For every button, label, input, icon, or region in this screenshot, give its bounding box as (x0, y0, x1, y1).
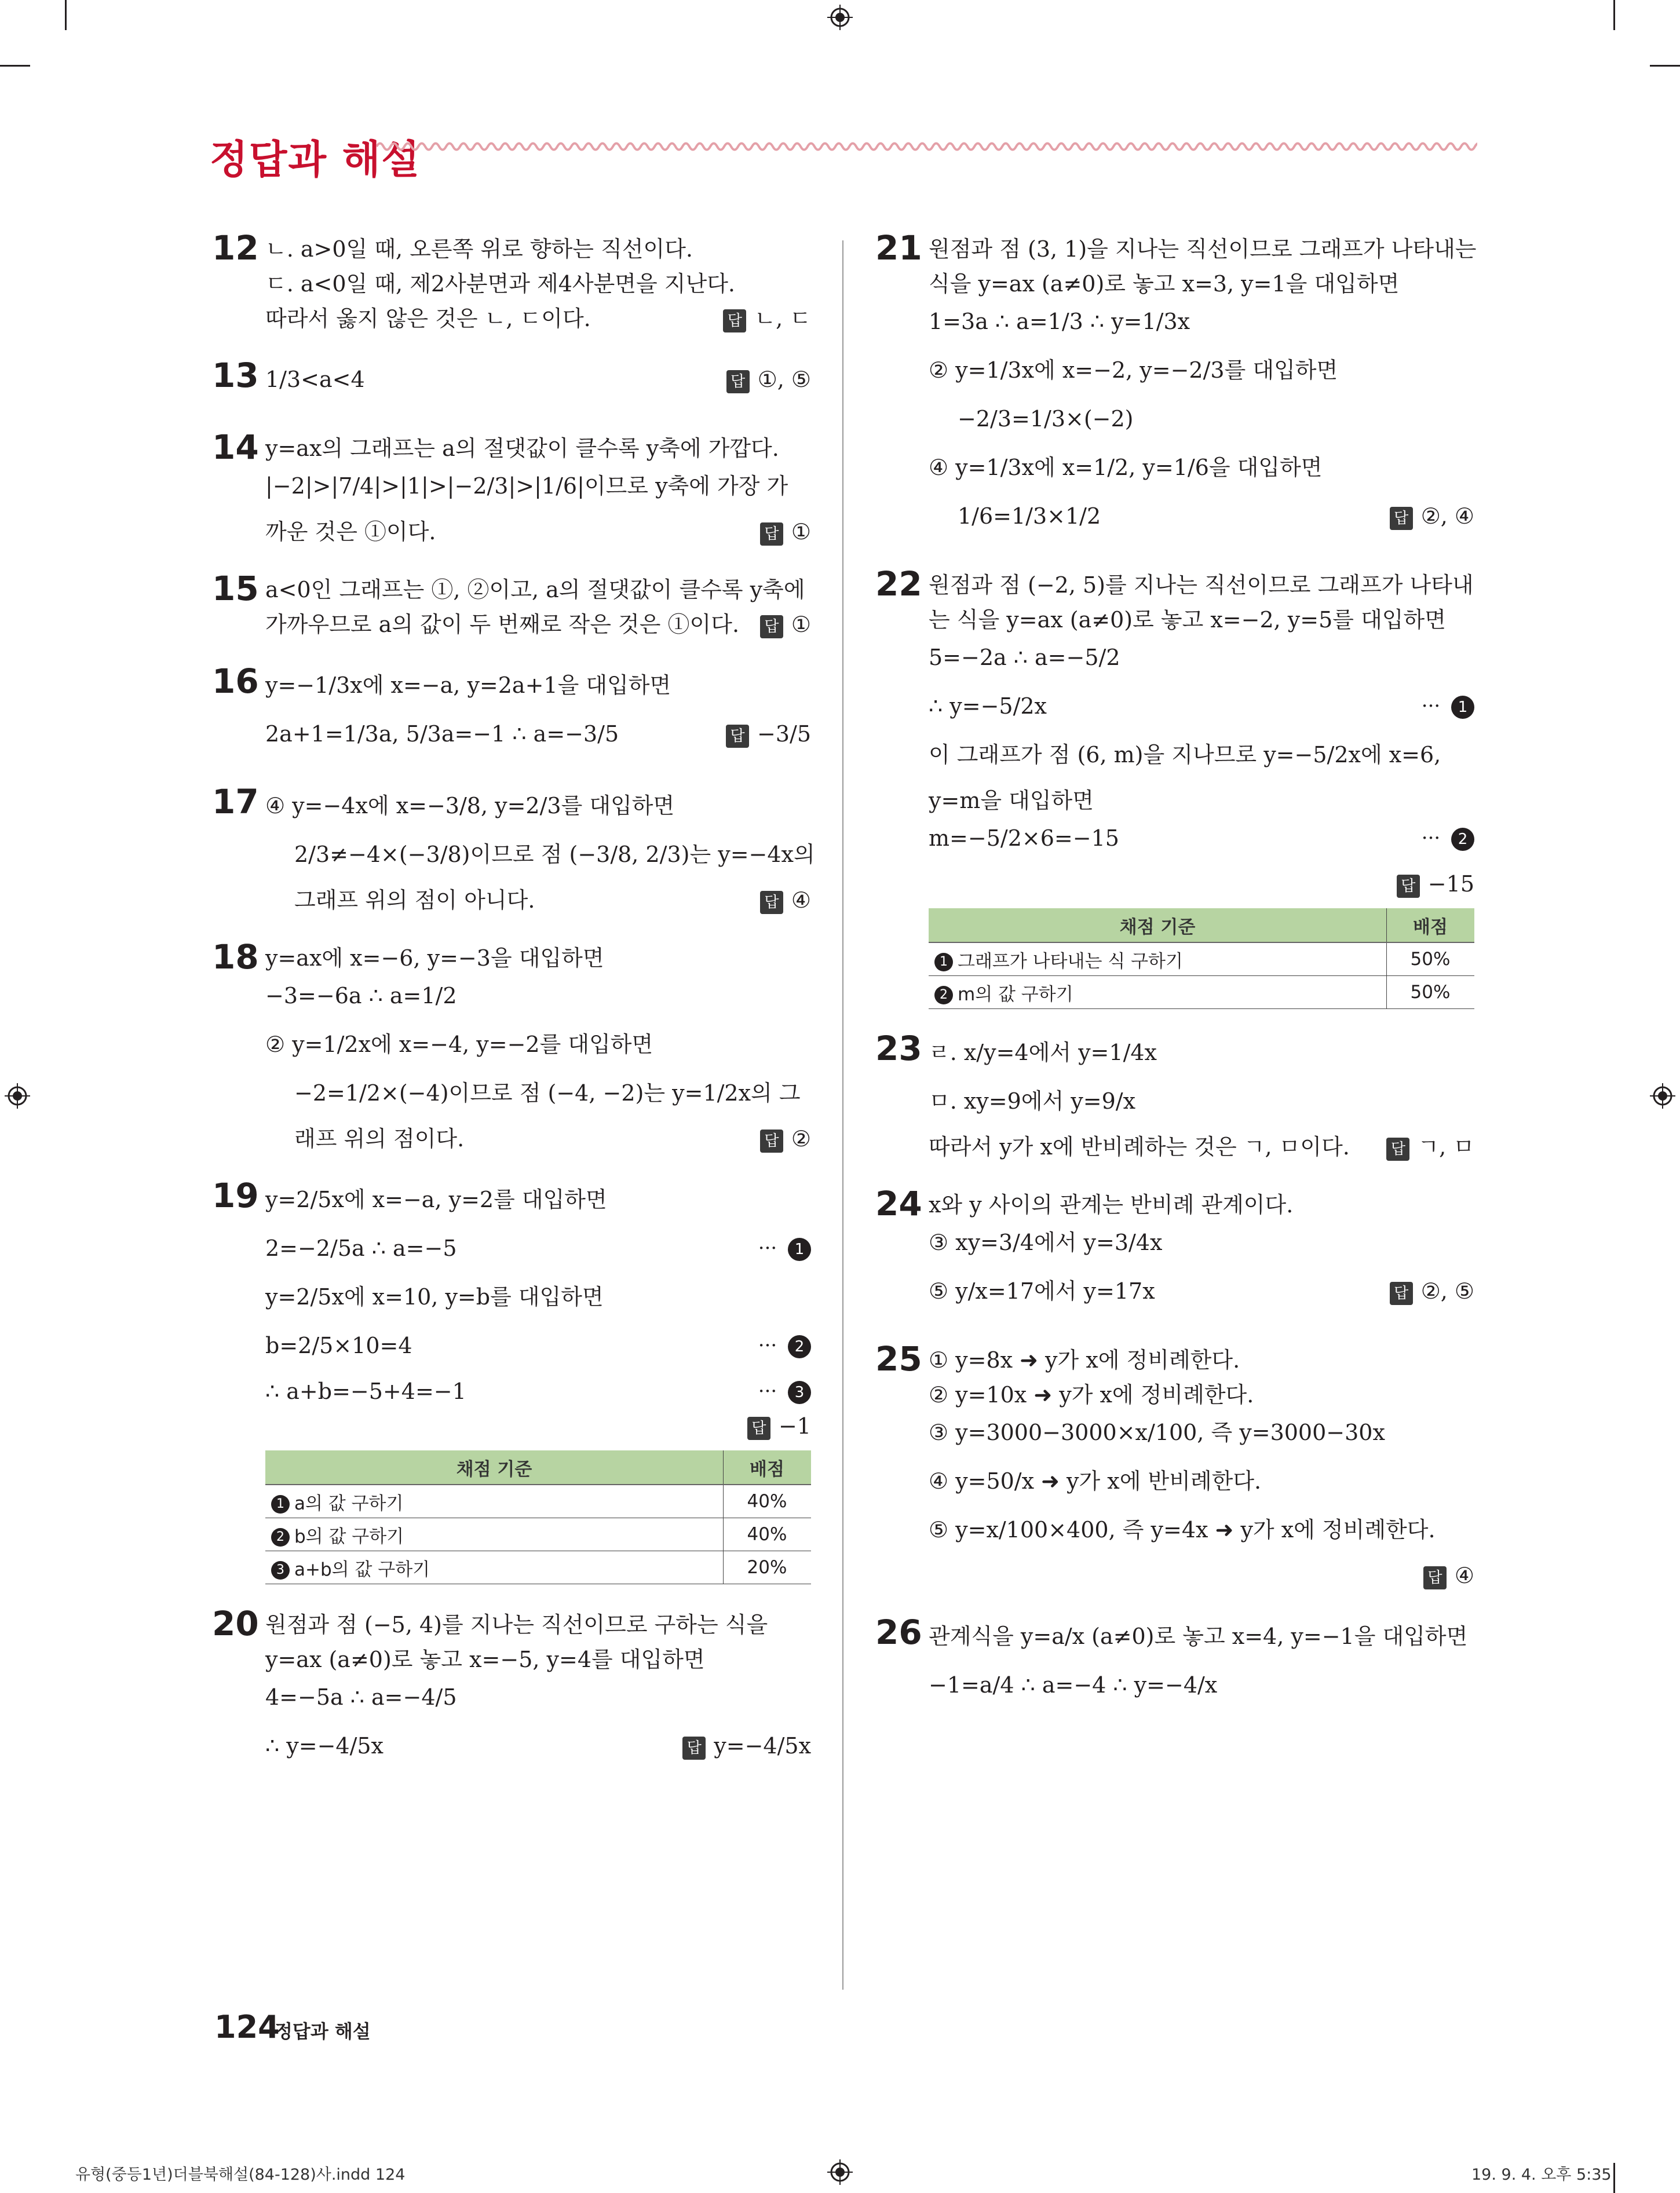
solution-line (929, 1343, 1474, 1377)
solution-line (265, 359, 811, 408)
solution-line (265, 607, 811, 642)
answer-badge-icon: 답 (726, 725, 749, 748)
solution-line (929, 1412, 1474, 1461)
solution-line (929, 686, 1474, 734)
answer (682, 1726, 811, 1766)
solution-text: ④ y=50/x ➜ y가 x에 반비례한다. (929, 1468, 1262, 1494)
answer-value: ① (791, 612, 811, 637)
step-marker: ··· 1 (1422, 686, 1474, 726)
solution-line (265, 1726, 811, 1774)
solution-line (929, 783, 1474, 818)
solution-line (929, 637, 1474, 686)
solution-text: ⑤ y/x=17에서 y=17x (929, 1278, 1155, 1304)
answer-value: ②, ④ (1420, 503, 1474, 529)
problem-24 (875, 1184, 1474, 1320)
criteria-cell (265, 1518, 724, 1551)
solution-text: 관계식을 y=a/x (a≠0)로 놓고 x=4, y=−1을 대입하면 (929, 1624, 1468, 1649)
criteria-cell (265, 1485, 724, 1518)
problem-solution (265, 1179, 811, 1584)
step-number-icon: 3 (788, 1381, 811, 1404)
criteria-header: 채점 기준 (265, 1450, 724, 1485)
step-number-icon: 2 (934, 986, 953, 1004)
solution-text: y=ax (a≠0)로 놓고 x=−5, y=4를 대입하면 (265, 1647, 705, 1672)
answer-value: −1 (778, 1413, 811, 1439)
answer-badge-icon: 답 (760, 891, 783, 914)
solution-line (929, 1665, 1474, 1713)
problem-number: 17 (212, 782, 259, 821)
problem-23 (875, 1029, 1474, 1164)
problem-solution (929, 568, 1474, 1009)
solution-line (265, 1179, 811, 1228)
answer-badge-icon: 답 (726, 370, 750, 393)
solution-line (929, 399, 1474, 447)
solution-text: 4=−5a ∴ a=−4/5 (265, 1684, 457, 1710)
solution-text: 는 식을 y=ax (a≠0)로 놓고 x=−2, y=5를 대입하면 (929, 607, 1446, 633)
crop-mark (65, 0, 67, 30)
problem-solution (265, 785, 815, 918)
solution-text: y=ax에 x=−6, y=−3을 대입하면 (265, 945, 604, 971)
answer (760, 514, 811, 549)
solution-text: 2=−2/5a ∴ a=−5 (265, 1236, 457, 1261)
problem-15 (212, 569, 811, 642)
problem-25 (875, 1339, 1474, 1593)
solution-text: −2=1/2×(−4)이므로 점 (−4, −2)는 y=1/2x의 그 (294, 1080, 801, 1106)
solution-line (265, 785, 811, 834)
scoring-table (929, 908, 1474, 1009)
problem-solution (265, 941, 811, 1156)
problem-number: 12 (212, 228, 259, 268)
solution-text: 원점과 점 (−2, 5)를 지나는 직선이므로 그래프가 나타내 (929, 572, 1474, 598)
problem-number: 20 (212, 1604, 259, 1643)
solution-text: m=−5/2×6=−15 (929, 825, 1119, 851)
solution-line (265, 941, 811, 975)
solution-text: ② y=1/3x에 x=−2, y=−2/3를 대입하면 (929, 357, 1338, 383)
problem-16 (212, 661, 811, 762)
solution-line (929, 1130, 1474, 1164)
answer-badge-icon: 답 (760, 615, 783, 638)
answer-value: ④ (1454, 1563, 1474, 1588)
solution-line (929, 867, 1474, 901)
solution-line (265, 1121, 811, 1156)
answer (760, 883, 811, 918)
solution-line (929, 1081, 1474, 1130)
points-cell: 50% (1387, 942, 1475, 976)
problem-20 (212, 1604, 811, 1774)
solution-line (265, 1073, 811, 1121)
print-slug-filename: 유형(중등1년)더블북해설(84-128)사.indd 124 (75, 2166, 406, 2184)
answer-badge-icon: 답 (1397, 875, 1420, 898)
step-number-icon: 1 (1451, 696, 1474, 719)
points-cell: 50% (1387, 976, 1475, 1009)
solution-line (265, 572, 811, 607)
scoring-table-row (929, 976, 1474, 1009)
solution-line (265, 834, 815, 883)
solution-text: ④ y=−4x에 x=−3/8, y=2/3를 대입하면 (265, 793, 675, 818)
solution-line (929, 1461, 1474, 1509)
problem-number: 18 (212, 937, 259, 977)
solution-text: 2/3≠−4×(−3/8)이므로 점 (−3/8, 2/3)는 y=−4x의 (294, 842, 815, 867)
solution-line (265, 1607, 811, 1642)
solution-text: 원점과 점 (−5, 4)를 지나는 직선이므로 구하는 식을 (265, 1612, 768, 1638)
points-cell: 40% (724, 1518, 812, 1551)
scoring-table-row (265, 1485, 811, 1518)
problem-solution (929, 1343, 1474, 1593)
solution-text: 이 그래프가 점 (6, m)을 지나므로 y=−5/2x에 x=6, (929, 742, 1441, 767)
solution-line (265, 1277, 811, 1325)
solution-text: ④ y=1/3x에 x=1/2, y=1/6을 대입하면 (929, 455, 1323, 480)
solution-line (929, 1032, 1474, 1081)
criteria-label: a+b의 값 구하기 (294, 1559, 430, 1580)
points-header: 배점 (1387, 908, 1475, 942)
solution-line (929, 1187, 1474, 1222)
points-cell: 40% (724, 1485, 812, 1518)
solution-text: y=m을 대입하면 (929, 788, 1094, 813)
problem-22 (875, 564, 1474, 1009)
problem-solution (929, 232, 1477, 544)
problem-number: 24 (875, 1184, 922, 1223)
scoring-table-header (265, 1450, 811, 1485)
solution-line (265, 975, 811, 1024)
step-marker: ··· 2 (758, 1325, 811, 1366)
solution-text: ② y=1/2x에 x=−4, y=−2를 대입하면 (265, 1032, 653, 1057)
solution-line (265, 466, 811, 514)
solution-text: 원점과 점 (3, 1)을 지나는 직선이므로 그래프가 나타내는 (929, 236, 1477, 262)
answer (1423, 1558, 1474, 1593)
solution-text: ② y=10x ➜ y가 x에 정비례한다. (929, 1382, 1254, 1408)
scoring-table (265, 1450, 811, 1584)
answer (1386, 1130, 1474, 1164)
solution-text: 따라서 y가 x에 반비례하는 것은 ㄱ, ㅁ이다. (929, 1134, 1350, 1160)
solution-text: 1=3a ∴ a=1/3 ∴ y=1/3x (929, 309, 1190, 334)
registration-mark-icon (827, 5, 853, 30)
problem-13 (212, 356, 811, 408)
solution-text: 까운 것은 ①이다. (265, 519, 436, 544)
scoring-table-row (265, 1518, 811, 1551)
scoring-table-row (929, 942, 1474, 976)
answer-badge-icon: 답 (723, 309, 746, 332)
solution-text: ㄹ. x/y=4에서 y=1/4x (929, 1040, 1157, 1065)
answer (1397, 867, 1474, 901)
page-number: 124 (214, 2009, 280, 2045)
answer-value: ㄴ, ㄷ (754, 306, 811, 331)
step-number-icon: 2 (788, 1335, 811, 1358)
solution-line (265, 1677, 811, 1726)
problem-17 (212, 782, 815, 918)
left-column (212, 228, 815, 1797)
solution-line (929, 734, 1474, 783)
problem-number: 26 (875, 1613, 922, 1652)
solution-line (265, 514, 811, 549)
solution-text: b=2/5×10=4 (265, 1333, 412, 1358)
problem-solution (265, 665, 811, 762)
solution-text: 그래프 위의 점이 아니다. (294, 887, 535, 913)
solution-text: ③ xy=3/4에서 y=3/4x (929, 1230, 1163, 1255)
step-marker: ··· 2 (1422, 818, 1474, 858)
right-column (875, 228, 1477, 1737)
problem-21 (875, 228, 1477, 544)
scoring-table-row (265, 1551, 811, 1584)
criteria-label: a의 값 구하기 (294, 1493, 404, 1514)
solution-line (929, 232, 1477, 266)
problem-solution (265, 431, 811, 549)
solution-line (265, 266, 811, 301)
solution-text: 래프 위의 점이다. (294, 1126, 465, 1152)
solution-line (929, 496, 1474, 544)
solution-text: 1/6=1/3×1/2 (958, 503, 1101, 529)
problem-number: 15 (212, 569, 259, 608)
solution-line (929, 266, 1474, 301)
crop-mark (1613, 2163, 1615, 2193)
solution-line (265, 1024, 811, 1073)
problem-solution (265, 359, 811, 408)
solution-line (929, 1558, 1474, 1593)
problem-number: 16 (212, 661, 259, 701)
column-divider (842, 240, 843, 1990)
answer (726, 714, 811, 754)
answer-value: ④ (791, 887, 811, 913)
problem-number: 23 (875, 1029, 922, 1068)
problem-18 (212, 937, 811, 1156)
answer-badge-icon: 답 (747, 1417, 770, 1440)
step-number-icon: 1 (934, 953, 953, 971)
solution-text: ∴ a+b=−5+4=−1 (265, 1379, 466, 1404)
solution-line (929, 1509, 1474, 1558)
solution-line (265, 1374, 811, 1409)
solution-text: ③ y=3000−3000×x/100, 즉 y=3000−30x (929, 1420, 1385, 1445)
step-marker: ··· 1 (758, 1228, 811, 1269)
solution-line (929, 568, 1474, 602)
problem-number: 14 (212, 427, 259, 467)
problem-solution (929, 1187, 1474, 1320)
header-wave-decoration (377, 138, 1477, 155)
solution-text: 1/3<a<4 (265, 367, 365, 392)
solution-line (265, 1642, 811, 1677)
solution-text: y=2/5x에 x=10, y=b를 대입하면 (265, 1284, 604, 1310)
answer-value: ①, ⑤ (757, 367, 811, 392)
criteria-label: b의 값 구하기 (294, 1526, 404, 1547)
solution-text: y=−1/3x에 x=−a, y=2a+1을 대입하면 (265, 672, 671, 698)
solution-line (929, 301, 1474, 350)
criteria-cell (929, 942, 1387, 976)
solution-text: 가까우므로 a의 값이 두 번째로 작은 것은 ①이다. (265, 612, 740, 637)
answer-value: −3/5 (757, 721, 811, 747)
solution-text: −1=a/4 ∴ a=−4 ∴ y=−4/x (929, 1672, 1218, 1698)
problem-solution (265, 232, 811, 336)
scoring-table-header (929, 908, 1474, 942)
solution-line (929, 1271, 1474, 1320)
solution-text: y=2/5x에 x=−a, y=2를 대입하면 (265, 1187, 607, 1212)
problem-number: 25 (875, 1339, 922, 1379)
solution-line (929, 1222, 1474, 1271)
solution-line (929, 350, 1474, 399)
solution-text: a<0인 그래프는 ①, ②이고, a의 절댓값이 클수록 y축에 (265, 577, 805, 602)
problem-solution (265, 1607, 811, 1774)
solution-line (265, 301, 811, 336)
solution-line (929, 818, 1474, 867)
problem-solution (929, 1032, 1474, 1164)
solution-line (265, 714, 811, 762)
problem-number: 13 (212, 356, 259, 395)
step-number-icon: 1 (271, 1495, 290, 1514)
points-header: 배점 (724, 1450, 812, 1485)
solution-text: ① y=8x ➜ y가 x에 정비례한다. (929, 1347, 1240, 1373)
points-cell: 20% (724, 1551, 812, 1584)
solution-text: −2/3=1/3×(−2) (958, 406, 1134, 432)
print-slug-timestamp: 19. 9. 4. 오후 5:35 (1471, 2166, 1612, 2184)
solution-text: ㄷ. a<0일 때, 제2사분면과 제4사분면을 지난다. (265, 271, 735, 297)
answer (723, 301, 811, 336)
solution-text: ∴ y=−5/2x (929, 693, 1047, 719)
solution-text: ⑤ y=x/100×400, 즉 y=4x ➜ y가 x에 정비례한다. (929, 1517, 1436, 1543)
answer (1390, 1271, 1474, 1311)
step-number-icon: 2 (271, 1528, 290, 1547)
answer-badge-icon: 답 (1423, 1566, 1447, 1589)
solution-text: |−2|>|7/4|>|1|>|−2/3|>|1/6|이므로 y축에 가장 가 (265, 473, 788, 499)
criteria-cell (929, 976, 1387, 1009)
solution-text: ∴ y=−4/5x (265, 1733, 384, 1759)
crop-mark (1650, 65, 1680, 67)
solution-line (929, 1377, 1474, 1412)
problem-number: 21 (875, 228, 922, 268)
solution-text: ㅁ. xy=9에서 y=9/x (929, 1088, 1135, 1114)
answer (747, 1409, 811, 1443)
solution-line (929, 602, 1474, 637)
solution-text: ㄴ. a>0일 때, 오른쪽 위로 향하는 직선이다. (265, 236, 693, 262)
answer-value: ② (791, 1126, 811, 1152)
problem-26 (875, 1613, 1474, 1713)
answer-value: ㄱ, ㅁ (1418, 1134, 1474, 1160)
criteria-cell (265, 1551, 724, 1584)
answer-badge-icon: 답 (760, 1130, 783, 1153)
problem-14 (212, 427, 811, 549)
solution-line (929, 447, 1474, 496)
step-marker: ··· 3 (758, 1374, 811, 1409)
solution-line (265, 1325, 811, 1374)
problem-19 (212, 1176, 811, 1584)
answer-badge-icon: 답 (1390, 507, 1413, 530)
solution-text: 따라서 옳지 않은 것은 ㄴ, ㄷ이다. (265, 306, 591, 331)
answer-badge-icon: 답 (1386, 1138, 1409, 1161)
problem-12 (212, 228, 811, 336)
answer (1390, 496, 1474, 536)
solution-text: y=ax의 그래프는 a의 절댓값이 클수록 y축에 가깝다. (265, 436, 779, 461)
answer (760, 607, 811, 642)
solution-line (265, 232, 811, 266)
criteria-label: m의 값 구하기 (958, 984, 1073, 1005)
solution-text: −3=−6a ∴ a=1/2 (265, 983, 457, 1008)
criteria-label: 그래프가 나타내는 식 구하기 (958, 951, 1183, 972)
problem-solution (929, 1616, 1474, 1713)
registration-mark-icon (827, 2159, 853, 2185)
problem-solution (265, 572, 811, 642)
answer-value: −15 (1427, 871, 1474, 897)
problem-number: 22 (875, 564, 922, 604)
solution-text: 5=−2a ∴ a=−5/2 (929, 645, 1120, 670)
solution-line (265, 431, 811, 466)
step-number-icon: 1 (788, 1238, 811, 1261)
footer-label: 정답과 해설 (275, 2020, 371, 2042)
answer-badge-icon: 답 (1390, 1282, 1413, 1305)
step-number-icon: 3 (271, 1561, 290, 1580)
answer-badge-icon: 답 (760, 522, 783, 546)
solution-text: x와 y 사이의 관계는 반비례 관계이다. (929, 1192, 1294, 1218)
solution-text: 2a+1=1/3a, 5/3a=−1 ∴ a=−3/5 (265, 721, 619, 747)
registration-mark-icon (5, 1083, 30, 1109)
solution-line (265, 665, 811, 714)
answer-value: ②, ⑤ (1420, 1278, 1474, 1304)
section-title: 정답과 해설 (210, 137, 421, 183)
answer-badge-icon: 답 (682, 1737, 706, 1760)
answer (760, 1121, 811, 1156)
solution-line (265, 1409, 811, 1443)
answer-value: y=−4/5x (714, 1733, 811, 1759)
solution-line (929, 1616, 1474, 1665)
solution-line (265, 883, 811, 918)
crop-mark (0, 65, 30, 67)
problem-number: 19 (212, 1176, 259, 1215)
step-number-icon: 2 (1451, 828, 1474, 851)
crop-mark (1613, 0, 1615, 30)
solution-line (265, 1228, 811, 1277)
answer-value: ① (791, 519, 811, 544)
solution-text: 식을 y=ax (a≠0)로 놓고 x=3, y=1을 대입하면 (929, 271, 1400, 297)
criteria-header: 채점 기준 (929, 908, 1387, 942)
registration-mark-icon (1650, 1083, 1675, 1109)
answer (726, 359, 811, 400)
